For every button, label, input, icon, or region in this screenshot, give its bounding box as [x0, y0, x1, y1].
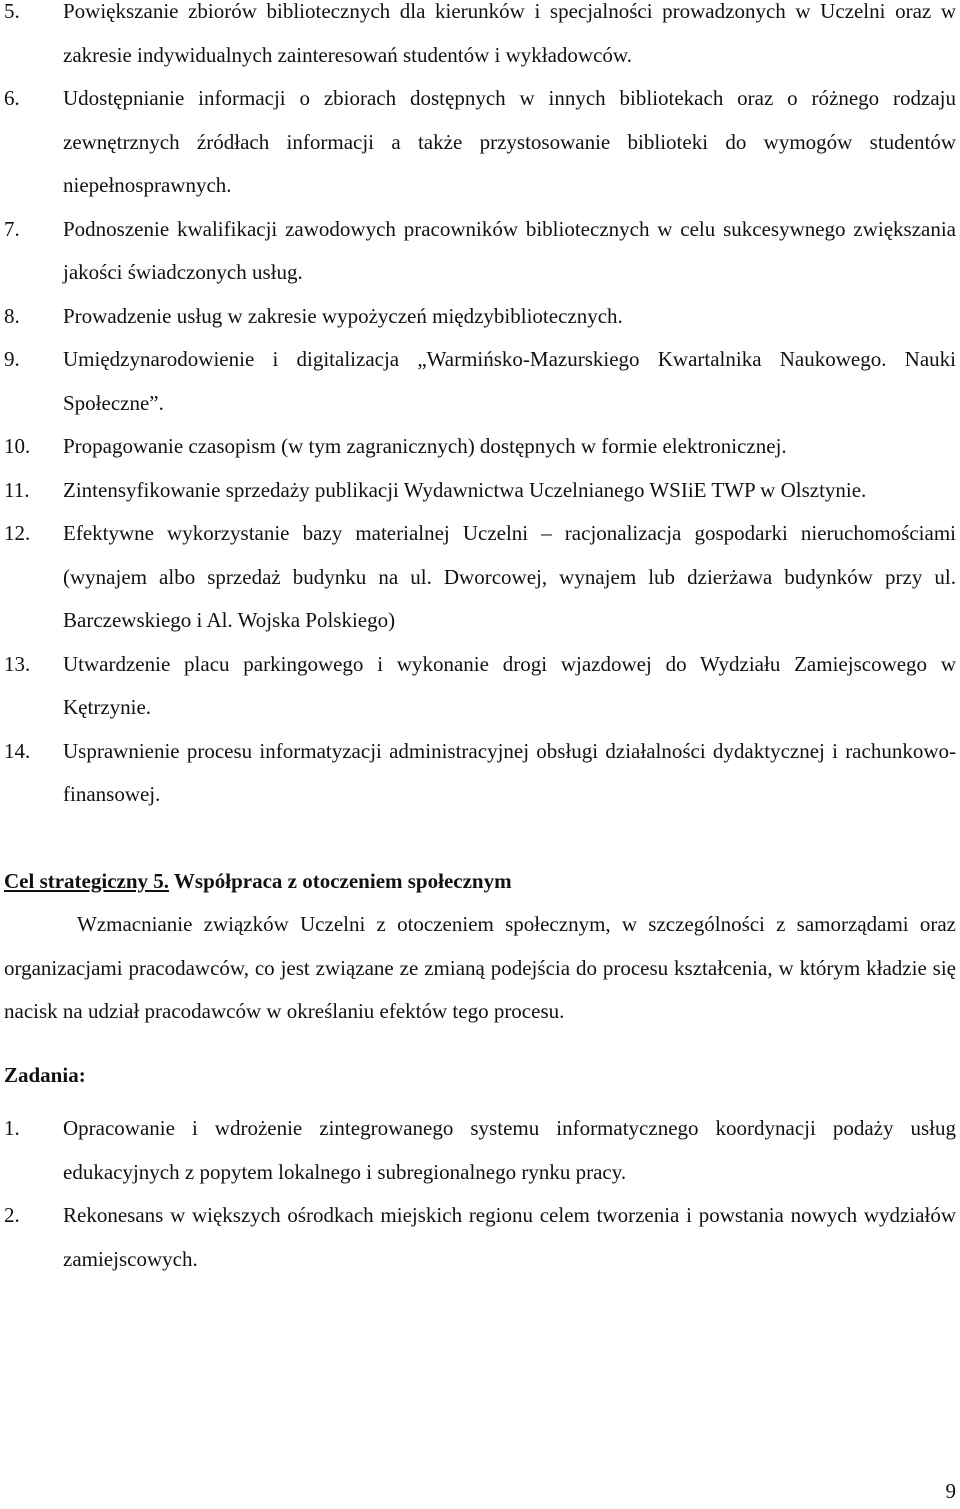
list-item [0, 77, 960, 208]
list-item [0, 730, 960, 817]
list-item-text: Propagowanie czasopism (w tym zagranicznych) dostępnych w formie elektronicznej. [63, 434, 787, 458]
list-item-number: 7. [4, 216, 20, 241]
section-heading [0, 860, 960, 904]
list-item-text: Podnoszenie kwalifikacji zawodowych pracowników bibliotecznych w celu sukcesywnego zwiększania jakości świadczonych usług. [63, 216, 956, 284]
list-item-number: 12. [4, 521, 31, 545]
list-item [0, 1194, 960, 1281]
list-item-text: Usprawnienie procesu informatyzacji administracyjnej obsługi działalności dydaktycznej i rachunkowo-finansowej. [63, 738, 956, 806]
list-item [0, 338, 960, 425]
list-item-text: Umiędzynarodowienie i digitalizacja „Warmińsko-Mazurskiego Kwartalnika Naukowego. Nauki Społeczne”. [63, 347, 956, 415]
section-gap [0, 1034, 960, 1054]
list-item-text: Efektywne wykorzystanie bazy materialnej Uczelni – racjonalizacja gospodarki nieruchomościami (wynajem albo sprzedaż budynku na ul. Dworcowej, wynajem lub dzierżawa budynków przy ul. Barczewskiego i Al. Wojska Polskiego) [63, 521, 956, 632]
list-item-text: Powiększanie zbiorów bibliotecznych dla kierunków i specjalności prowadzonych w Uczelni oraz w zakresie indywidualnych zainteresowań studentów i wykładowców. [63, 0, 956, 67]
list-item-number: 5. [4, 0, 20, 23]
list-item-number: 14. [4, 738, 31, 763]
tasks-list [0, 1107, 960, 1281]
list-item-text: Zintensyfikowanie sprzedaży publikacji Wydawnictwa Uczelnianego WSIiE TWP w Olsztynie. [63, 477, 867, 502]
list-item-number: 13. [4, 651, 31, 676]
section-heading-label: Cel strategiczny 5. [4, 868, 170, 893]
page-number: 9 [945, 1479, 956, 1503]
list-item-text: Utwardzenie placu parkingowego i wykonanie drogi wjazdowej do Wydziału Zamiejscowego w Kętrzynie. [63, 651, 956, 719]
tasks-heading: Zadania: [4, 1062, 86, 1087]
list-item-text: Udostępnianie informacji o zbiorach dostępnych w innych bibliotekach oraz o różnego rodzaju zewnętrznych źródłach informacji a także przystosowanie biblioteki do wymogów studentów niepełnosprawnych. [63, 86, 956, 197]
list-item [0, 0, 960, 77]
section-gap [0, 817, 960, 860]
list-item-number: 11. [4, 477, 30, 502]
list-item-number: 8. [4, 303, 20, 328]
section-heading-title: Współpraca z otoczeniem społecznym [169, 868, 512, 893]
list-item [0, 469, 960, 513]
list-item-text: Opracowanie i wdrożenie zintegrowanego systemu informatycznego koordynacji podaży usług edukacyjnych z popytem lokalnego i subregionalnego rynku pracy. [63, 1116, 956, 1184]
list-item-number: 2. [4, 1203, 20, 1227]
list-item [0, 512, 960, 643]
list-item [0, 208, 960, 295]
list-item [0, 1107, 960, 1194]
list-item-number: 1. [4, 1116, 20, 1140]
list-item-text: Rekonesans w większych ośrodkach miejskich regionu celem tworzenia i powstania nowych wydziałów zamiejscowych. [63, 1203, 956, 1271]
list-item [0, 643, 960, 730]
list-item-number: 10. [4, 434, 31, 458]
list-item-number: 9. [4, 347, 20, 371]
section-paragraph: Wzmacnianie związków Uczelni z otoczeniem społecznym, w szczególności z samorządami oraz organizacjami pracodawców, co jest związane ze zmianą podejścia do procesu kształcenia, w którym kładzie się nacisk na udział pracodawców w określaniu efektów tego procesu. [4, 912, 956, 1023]
list-item-number: 6. [4, 86, 20, 110]
list-item [0, 425, 960, 469]
list-item-text: Prowadzenie usług w zakresie wypożyczeń międzybibliotecznych. [63, 303, 623, 328]
list-item [0, 295, 960, 339]
